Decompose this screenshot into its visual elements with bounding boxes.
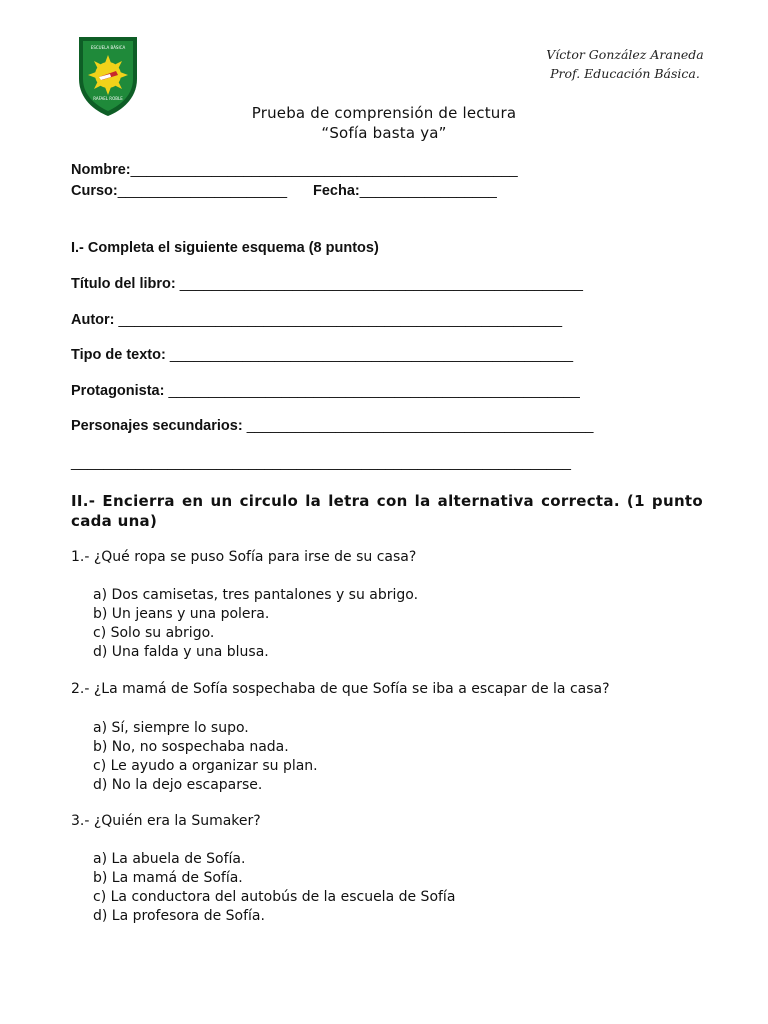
section1-heading: I.- Completa el siguiente esquema (8 puntos) bbox=[71, 240, 379, 256]
field-label: Protagonista: bbox=[71, 383, 165, 399]
document-title: Prueba de comprensión de lectura bbox=[251, 104, 517, 122]
course-label: Curso: bbox=[71, 183, 118, 199]
name-row bbox=[71, 162, 518, 178]
option-a[interactable]: a) Sí, siempre lo supo. bbox=[93, 720, 249, 736]
field-protagonist bbox=[71, 383, 580, 399]
field-label: Autor: bbox=[71, 312, 115, 328]
field-blank[interactable]: ___________________________________________ bbox=[246, 418, 594, 434]
option-d[interactable]: d) No la dejo escaparse. bbox=[93, 777, 263, 793]
option-c[interactable]: c) Le ayudo a organizar su plan. bbox=[93, 758, 318, 774]
option-b[interactable]: b) La mamá de Sofía. bbox=[93, 870, 243, 886]
field-blank[interactable]: __________________________________________________ bbox=[169, 347, 574, 363]
field-blank[interactable]: ______________________________________________________________ bbox=[71, 455, 571, 471]
field-extra-line bbox=[71, 455, 571, 471]
name-blank[interactable]: ________________________________________________ bbox=[130, 162, 518, 178]
date-label: Fecha: bbox=[313, 183, 360, 199]
question-1-options bbox=[93, 586, 418, 662]
field-blank[interactable]: __________________________________________________ bbox=[179, 276, 583, 292]
option-c[interactable]: c) Solo su abrigo. bbox=[93, 625, 215, 641]
date-row bbox=[313, 183, 497, 199]
author-role: Prof. Educación Básica. bbox=[550, 66, 700, 81]
option-d[interactable]: d) Una falda y una blusa. bbox=[93, 644, 269, 660]
logo-bottom-text: RAFAEL ROBLE bbox=[93, 96, 123, 101]
field-label: Título del libro: bbox=[71, 276, 176, 292]
field-book-title bbox=[71, 276, 583, 292]
course-blank[interactable]: _____________________ bbox=[117, 183, 288, 199]
field-label: Tipo de texto: bbox=[71, 347, 166, 363]
field-label: Personajes secundarios: bbox=[71, 418, 243, 434]
question-3: 3.- ¿Quién era la Sumaker? bbox=[71, 813, 261, 829]
option-a[interactable]: a) Dos camisetas, tres pantalones y su abrigo. bbox=[93, 587, 419, 603]
question-2-options bbox=[93, 719, 318, 795]
field-text-type bbox=[71, 347, 573, 363]
field-blank[interactable]: ___________________________________________________ bbox=[168, 383, 580, 399]
option-d[interactable]: d) La profesora de Sofía. bbox=[93, 908, 265, 924]
section2-heading: II.- Encierra en un circulo la letra con la alternativa correcta. (1 punto cada una) bbox=[71, 492, 703, 530]
option-c[interactable]: c) La conductora del autobús de la escuela de Sofía bbox=[93, 889, 456, 905]
question-2: 2.- ¿La mamá de Sofía sospechaba de que Sofía se iba a escapar de la casa? bbox=[71, 681, 610, 697]
field-secondary-characters bbox=[71, 418, 593, 434]
question-3-options bbox=[93, 850, 455, 926]
field-author bbox=[71, 312, 562, 328]
option-b[interactable]: b) No, no sospechaba nada. bbox=[93, 739, 289, 755]
document-subtitle: “Sofía basta ya” bbox=[321, 124, 447, 142]
name-label: Nombre: bbox=[71, 162, 131, 178]
option-a[interactable]: a) La abuela de Sofía. bbox=[93, 851, 246, 867]
date-blank[interactable]: _________________ bbox=[359, 183, 497, 199]
option-b[interactable]: b) Un jeans y una polera. bbox=[93, 606, 270, 622]
question-1: 1.- ¿Qué ropa se puso Sofía para irse de su casa? bbox=[71, 549, 417, 565]
course-row bbox=[71, 183, 287, 199]
author-name: Víctor González Araneda bbox=[546, 47, 704, 62]
field-blank[interactable]: _______________________________________________________ bbox=[118, 312, 563, 328]
logo-top-text: ESCUELA BÁSICA bbox=[90, 45, 126, 50]
author-block bbox=[540, 45, 710, 83]
